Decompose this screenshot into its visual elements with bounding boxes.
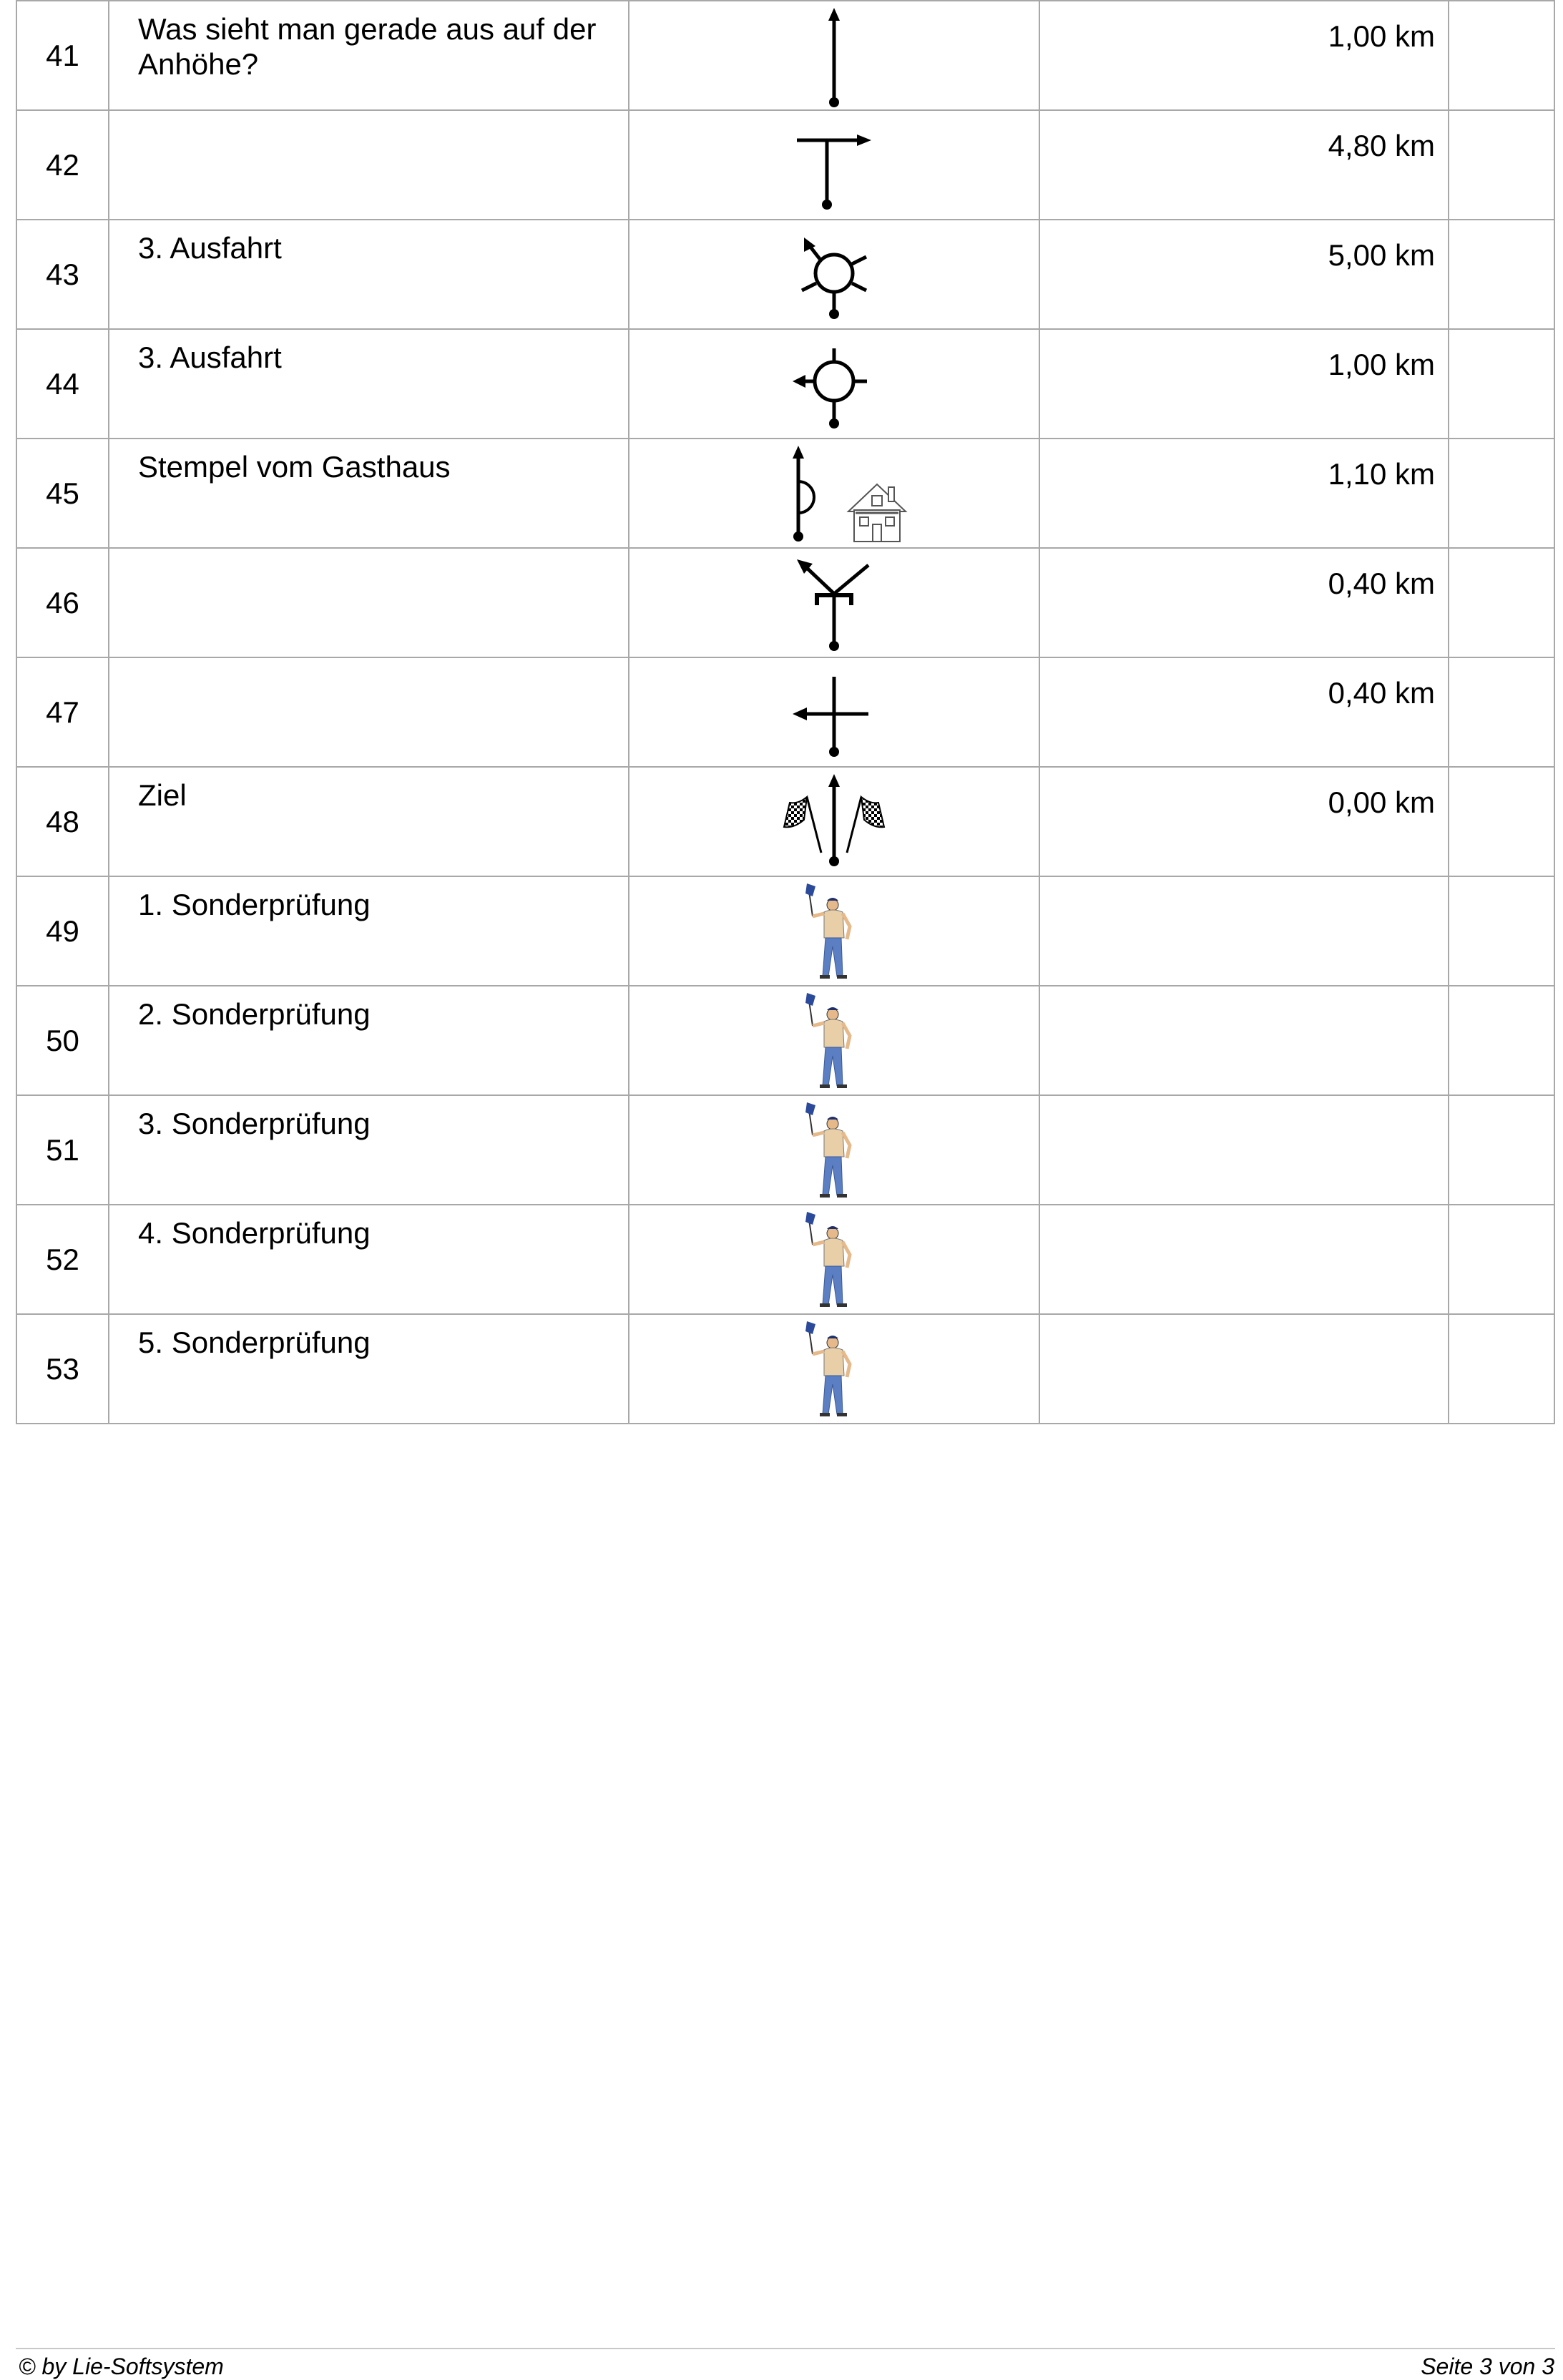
row-number: 51 bbox=[16, 1095, 109, 1205]
row-note bbox=[1449, 1205, 1554, 1314]
roundabout-left-icon bbox=[629, 329, 1039, 439]
row-description: 1. Sonderprüfung bbox=[109, 876, 629, 986]
row-description: 2. Sonderprüfung bbox=[109, 986, 629, 1095]
table-row bbox=[16, 876, 1554, 986]
row-note bbox=[1449, 220, 1554, 329]
row-number: 49 bbox=[16, 876, 109, 986]
table-row bbox=[16, 1205, 1554, 1314]
footer-divider bbox=[16, 2348, 1555, 2349]
row-number: 41 bbox=[16, 1, 109, 110]
row-description: Ziel bbox=[109, 767, 629, 876]
row-description: 5. Sonderprüfung bbox=[109, 1314, 629, 1424]
flagman-icon bbox=[629, 1095, 1039, 1205]
row-distance: 1,00 km bbox=[1039, 1, 1449, 110]
row-description bbox=[109, 548, 629, 657]
crossroad-left-icon bbox=[629, 657, 1039, 767]
row-distance: 0,40 km bbox=[1039, 548, 1449, 657]
footer-copyright: © by Lie-Softsystem bbox=[19, 2354, 224, 2379]
row-note bbox=[1449, 439, 1554, 548]
table-row bbox=[16, 548, 1554, 657]
guesthouse-stamp-icon bbox=[629, 439, 1039, 548]
straight-arrow-icon bbox=[629, 1, 1039, 110]
roundabout-exit-3-icon bbox=[629, 220, 1039, 329]
row-distance bbox=[1039, 986, 1449, 1095]
row-number: 48 bbox=[16, 767, 109, 876]
flagman-icon bbox=[629, 1314, 1039, 1424]
row-note bbox=[1449, 1095, 1554, 1205]
table-row bbox=[16, 439, 1554, 548]
row-note bbox=[1449, 1314, 1554, 1424]
table-row bbox=[16, 767, 1554, 876]
row-description: 3. Sonderprüfung bbox=[109, 1095, 629, 1205]
row-number: 43 bbox=[16, 220, 109, 329]
row-distance: 1,00 km bbox=[1039, 329, 1449, 439]
row-description bbox=[109, 110, 629, 220]
row-number: 53 bbox=[16, 1314, 109, 1424]
row-distance bbox=[1039, 1314, 1449, 1424]
flagman-icon bbox=[629, 876, 1039, 986]
row-note bbox=[1449, 329, 1554, 439]
row-note bbox=[1449, 986, 1554, 1095]
table-row bbox=[16, 1314, 1554, 1424]
row-note bbox=[1449, 548, 1554, 657]
flagman-icon bbox=[629, 986, 1039, 1095]
footer-page-number: Seite 3 von 3 bbox=[1421, 2354, 1554, 2379]
fork-left-icon bbox=[629, 548, 1039, 657]
row-description bbox=[109, 657, 629, 767]
table-row bbox=[16, 657, 1554, 767]
flagman-icon bbox=[629, 1205, 1039, 1314]
row-distance: 4,80 km bbox=[1039, 110, 1449, 220]
row-description: Stempel vom Gasthaus bbox=[109, 439, 629, 548]
table-row bbox=[16, 1095, 1554, 1205]
row-number: 44 bbox=[16, 329, 109, 439]
row-note bbox=[1449, 657, 1554, 767]
table-row bbox=[16, 1, 1554, 110]
t-junction-right-icon bbox=[629, 110, 1039, 220]
row-number: 45 bbox=[16, 439, 109, 548]
row-description: Was sieht man gerade aus auf der Anhöhe? bbox=[109, 1, 629, 110]
row-distance: 5,00 km bbox=[1039, 220, 1449, 329]
row-number: 50 bbox=[16, 986, 109, 1095]
row-distance bbox=[1039, 876, 1449, 986]
row-note bbox=[1449, 767, 1554, 876]
row-note bbox=[1449, 876, 1554, 986]
row-distance bbox=[1039, 1205, 1449, 1314]
row-distance: 0,40 km bbox=[1039, 657, 1449, 767]
row-note bbox=[1449, 1, 1554, 110]
row-distance: 0,00 km bbox=[1039, 767, 1449, 876]
row-number: 46 bbox=[16, 548, 109, 657]
row-description: 3. Ausfahrt bbox=[109, 329, 629, 439]
table-row bbox=[16, 110, 1554, 220]
row-number: 52 bbox=[16, 1205, 109, 1314]
row-number: 42 bbox=[16, 110, 109, 220]
table-row bbox=[16, 986, 1554, 1095]
roadbook-table bbox=[16, 0, 1555, 1424]
row-description: 3. Ausfahrt bbox=[109, 220, 629, 329]
finish-flags-icon bbox=[629, 767, 1039, 876]
row-distance: 1,10 km bbox=[1039, 439, 1449, 548]
table-row bbox=[16, 220, 1554, 329]
row-description: 4. Sonderprüfung bbox=[109, 1205, 629, 1314]
table-row bbox=[16, 329, 1554, 439]
row-note bbox=[1449, 110, 1554, 220]
row-distance bbox=[1039, 1095, 1449, 1205]
row-number: 47 bbox=[16, 657, 109, 767]
